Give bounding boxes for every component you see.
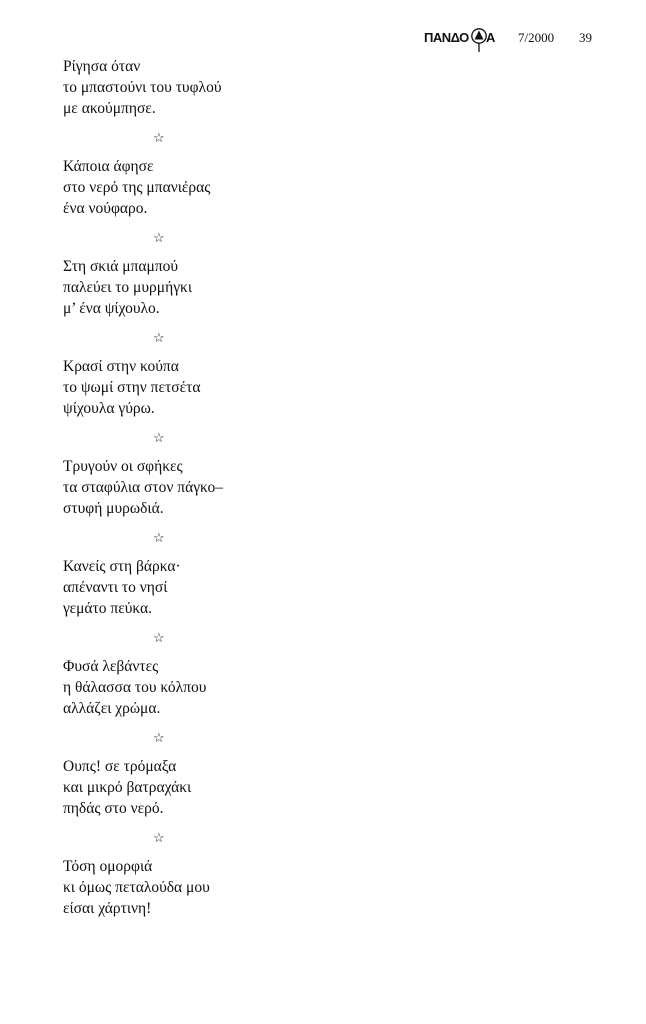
haiku-line: Κρασί στην κούπα [63,358,179,375]
haiku-line: παλεύει το μυρμήγκι [63,279,193,296]
haiku-line: με ακούμπησε. [63,100,156,117]
star-separator-icon: ☆ [153,130,165,145]
magazine-logo [424,28,508,52]
haiku-line: Τρυγούν οι σφήκες [63,458,183,475]
haiku-line: αλλάζει χρώμα. [63,700,161,717]
haiku-line: Ουπς! σε τρόμαξα [63,758,177,775]
page-number: 39 [579,30,592,45]
haiku-line: το ψωμί στην πετσέτα [63,379,201,396]
haiku-7 [63,656,463,719]
haiku-line: πηδάς στο νερό. [63,800,164,817]
star-separator-icon: ☆ [153,530,165,545]
haiku-line: το μπαστούνι του τυφλού [63,79,222,96]
haiku-line: Τόση ομορφιά [63,858,153,875]
running-header [424,28,624,52]
haiku-line: ένα νούφαρο. [63,200,148,217]
haiku-line: στο νερό της μπανιέρας [63,179,211,196]
haiku-5 [63,456,463,519]
haiku-line: Στη σκιά μπαμπού [63,258,179,275]
star-separator-icon: ☆ [153,430,165,445]
issue-date: 7/2000 [518,30,555,45]
haiku-line: τα σταφύλια στον πάγκο– [63,479,224,496]
haiku-6 [63,556,463,619]
haiku-8 [63,756,463,819]
haiku-line: Κανείς στη βάρκα· [63,558,181,575]
star-separator-icon: ☆ [153,830,165,845]
star-separator-icon: ☆ [153,330,165,345]
logo-text-left: ΠΑΝΔΟ [424,30,469,45]
haiku-line: απέναντι το νησί [63,579,168,596]
haiku-1 [63,56,463,119]
haiku-line: μ’ ένα ψίχουλο. [63,300,160,317]
star-separator-icon: ☆ [153,630,165,645]
haiku-line: Ρίγησα όταν [63,58,141,75]
haiku-line: η θάλασσα του κόλπου [63,679,207,696]
haiku-line: και μικρό βατραχάκι [63,779,192,796]
haiku-line: Φυσά λεβάντες [63,658,159,675]
haiku-4 [63,356,463,419]
haiku-line: ψίχουλα γύρω. [63,400,155,417]
haiku-line: στυφή μυρωδιά. [63,500,164,517]
haiku-line: είσαι χάρτινη! [63,900,152,917]
haiku-9 [63,856,463,919]
haiku-2 [63,156,463,219]
star-separator-icon: ☆ [153,230,165,245]
haiku-list [63,56,463,919]
logo-text-right: Α [486,30,495,45]
haiku-line: κι όμως πεταλούδα μου [63,879,210,896]
haiku-3 [63,256,463,319]
haiku-line: Κάποια άφησε [63,158,154,175]
haiku-line: γεμάτο πεύκα. [63,600,153,617]
star-separator-icon: ☆ [153,730,165,745]
